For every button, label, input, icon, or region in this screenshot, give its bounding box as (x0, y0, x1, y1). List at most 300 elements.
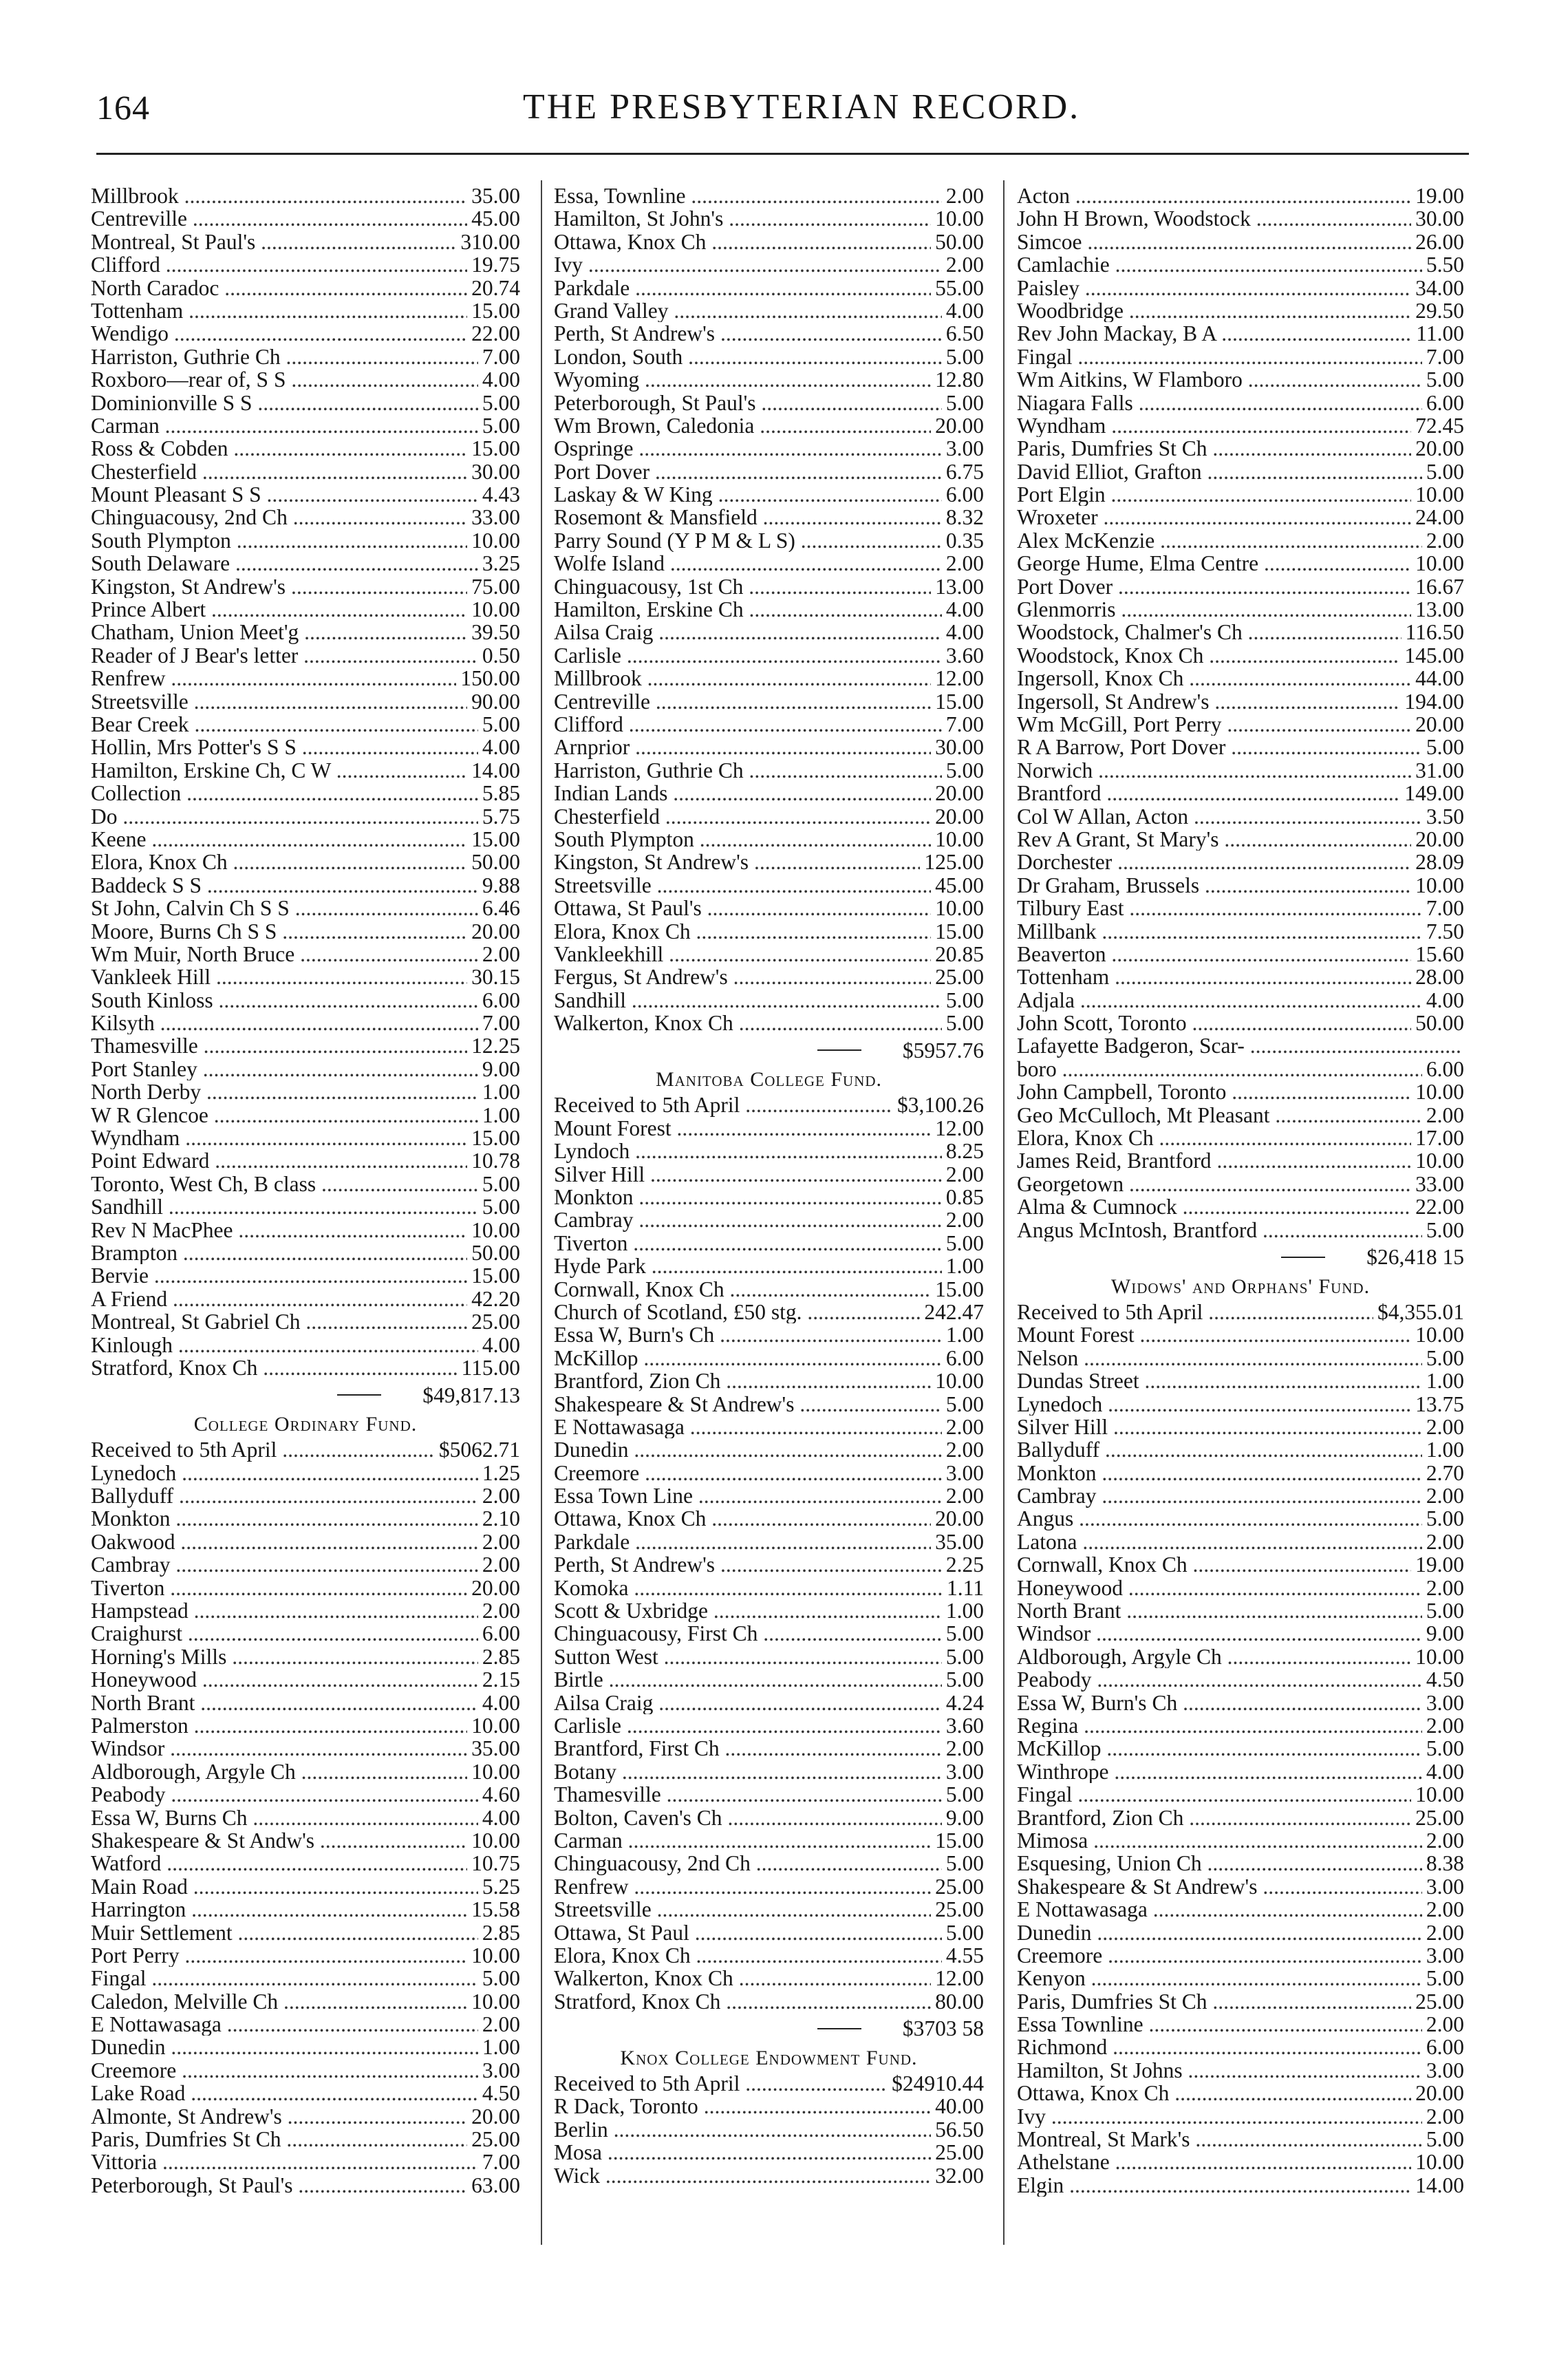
list-item (91, 736, 520, 758)
entry-amount: 3.25 (482, 551, 520, 576)
entry-name: Ottawa, Knox Ch ..... (554, 1507, 931, 1530)
entry-amount: 28.09 (1415, 850, 1464, 875)
entry-amount: 33.00 (471, 505, 520, 530)
list-item (554, 782, 984, 804)
entry-amount: 3.00 (482, 2058, 520, 2082)
entry-name: Woodstock, Knox Ch ..... (1017, 644, 1400, 667)
list-item (554, 552, 984, 575)
entry-name: McKillop ..... (554, 1347, 942, 1369)
list-item (91, 805, 520, 828)
list-item (91, 483, 520, 506)
entry-amount: 10.00 (471, 1759, 520, 1784)
section-total (554, 2013, 984, 2045)
entry-name: Fergus, St Andrew's ..... (554, 966, 931, 988)
total-amount: $49,817.13 (422, 1383, 520, 1407)
list-item (1017, 989, 1464, 1012)
list-item (1017, 1967, 1464, 1989)
list-item (91, 2105, 520, 2128)
entry-amount: 20.00 (471, 919, 520, 943)
entry-amount: 3.00 (945, 1759, 984, 1784)
entry-name: Received to 5th April ..... (91, 1438, 435, 1461)
entry-amount: 2.00 (482, 1553, 520, 1577)
entry-name: Carlisle ..... (554, 644, 942, 667)
entry-name: Tiverton ..... (554, 1232, 942, 1255)
list-item (91, 598, 520, 621)
entry-name: Stratford, Knox Ch ..... (554, 1990, 931, 2013)
list-item (1017, 1219, 1464, 1241)
entry-name: Komoka ..... (554, 1577, 943, 1599)
entry-name: Elgin ..... (1017, 2174, 1411, 2197)
entry-amount: 4.43 (482, 482, 520, 507)
list-item (91, 1806, 520, 1829)
list-widows-orphans-fund (1017, 1301, 1464, 2197)
entry-amount: 6.75 (945, 459, 984, 484)
entry-name: Niagara Falls ..... (1017, 392, 1422, 414)
entry-name: South Delaware ..... (91, 552, 478, 575)
entry-amount: 15.00 (471, 1263, 520, 1288)
list-item (554, 1737, 984, 1760)
entry-amount: 1.25 (482, 1460, 520, 1485)
entry-amount: 10.75 (471, 1851, 520, 1876)
list-item (91, 621, 520, 643)
entry-name: North Brant ..... (91, 1692, 478, 1714)
list-item (91, 1507, 520, 1530)
entry-name: Dunedin ..... (554, 1438, 942, 1461)
entry-name: Ivy ..... (1017, 2105, 1422, 2128)
entry-name: Rosemont & Mansfield ..... (554, 506, 942, 529)
entry-amount: 32.00 (935, 2163, 984, 2188)
entry-name: Vankleek Hill ..... (91, 966, 467, 988)
list-item (554, 1760, 984, 1783)
list-item (91, 1599, 520, 1622)
entry-amount: 2.00 (1426, 1529, 1464, 1554)
list-item (1017, 966, 1464, 988)
entry-amount: 20.00 (471, 2104, 520, 2129)
entry-amount: 2.00 (482, 941, 520, 966)
entry-amount: 20.00 (1415, 2081, 1464, 2106)
list-item (1017, 2036, 1464, 2058)
entry-name: Chesterfield ..... (91, 460, 467, 483)
entry-name: Brampton ..... (91, 1241, 467, 1264)
entry-name: Monkton ..... (554, 1186, 942, 1208)
entry-name: Laskay & W King ..... (554, 483, 942, 506)
entry-name: South Plympton ..... (91, 529, 467, 552)
entry-name: Kingston, St Andrew's ..... (554, 851, 920, 873)
entry-amount: 5.00 (1426, 1345, 1464, 1370)
list-item (1017, 207, 1464, 230)
list-item (91, 299, 520, 322)
entry-amount: 33.00 (1415, 1171, 1464, 1196)
list-item (91, 1034, 520, 1057)
entry-amount: 5.00 (945, 1644, 984, 1669)
entry-name: Honeywood ..... (91, 1668, 478, 1691)
entry-amount: 15.00 (471, 826, 520, 851)
list-item (1017, 1012, 1464, 1034)
entry-amount: 22.00 (471, 321, 520, 346)
list-item (91, 1310, 520, 1333)
entry-name: Kenyon ..... (1017, 1967, 1422, 1989)
list-item (1017, 1034, 1464, 1057)
entry-amount: 90.00 (471, 689, 520, 714)
entry-amount: 5.00 (945, 1782, 984, 1807)
list-item (91, 2128, 520, 2151)
list-item (91, 966, 520, 988)
list-item (554, 874, 984, 897)
entry-name: Tottenham ..... (91, 299, 467, 322)
list-item (1017, 782, 1464, 804)
entry-amount: 24.00 (1415, 505, 1464, 530)
list-item (554, 506, 984, 529)
list-item (91, 1829, 520, 1852)
entry-amount: 11.00 (1416, 321, 1464, 346)
entry-amount: 6.00 (1426, 1056, 1464, 1081)
entry-amount: 2.00 (945, 1736, 984, 1761)
total-amount: $3703 58 (902, 2016, 984, 2041)
entry-amount: 5.00 (945, 988, 984, 1012)
list-item (1017, 552, 1464, 575)
entry-amount: 0.85 (945, 1185, 984, 1210)
list-item (1017, 1714, 1464, 1737)
list-item (91, 1462, 520, 1484)
list-item (91, 1438, 520, 1461)
entry-amount: 3.00 (945, 1460, 984, 1485)
entry-name: Chatham, Union Meet'g ..... (91, 621, 467, 643)
entry-amount: 31.00 (1415, 758, 1464, 782)
entry-name: Silver Hill ..... (554, 1163, 942, 1186)
list-item (1017, 1829, 1464, 1852)
entry-amount: $3,100.26 (897, 1093, 984, 1118)
entry-amount: 3.50 (1426, 804, 1464, 829)
list-item (91, 1012, 520, 1034)
entry-name: James Reid, Brantford ..... (1017, 1149, 1411, 1172)
entry-name: Thamesville ..... (554, 1783, 942, 1806)
entry-name: W R Glencoe ..... (91, 1104, 478, 1127)
entry-amount: 10.00 (1415, 1323, 1464, 1347)
entry-amount: 3.60 (945, 1714, 984, 1738)
entry-name: Walkerton, Knox Ch ..... (554, 1967, 931, 1989)
entry-amount: 5.00 (945, 1920, 984, 1945)
entry-name: Honeywood ..... (1017, 1577, 1422, 1599)
entry-amount: 5.00 (945, 1851, 984, 1876)
section-heading: Knox College Endowment Fund. (620, 2047, 918, 2070)
entry-amount: 50.00 (935, 229, 984, 254)
entry-amount: 5.00 (482, 712, 520, 736)
entry-amount: 116.50 (1405, 620, 1464, 645)
entry-name: Wendigo ..... (91, 322, 467, 345)
entry-amount: 15.00 (935, 919, 984, 943)
entry-amount: 2.10 (482, 1506, 520, 1531)
entry-amount: 72.45 (1415, 413, 1464, 438)
list-item (554, 345, 984, 368)
list-item (91, 1104, 520, 1127)
list-item (554, 1393, 984, 1416)
entry-name: Tottenham ..... (1017, 966, 1411, 988)
entry-name: Fingal ..... (1017, 345, 1422, 368)
list-item (554, 920, 984, 943)
entry-name: Received to 5th April ..... (1017, 1301, 1373, 1323)
entry-name: Mimosa ..... (1017, 1829, 1422, 1852)
entry-amount: 10.00 (935, 206, 984, 231)
list-item (91, 1149, 520, 1172)
list-item (554, 1347, 984, 1369)
list-item (1017, 1347, 1464, 1369)
entry-name: Almonte, St Andrew's ..... (91, 2105, 467, 2128)
list-item (91, 644, 520, 667)
list-item (91, 460, 520, 483)
entry-name: Wyoming ..... (554, 368, 931, 391)
entry-name: Hampstead ..... (91, 1599, 478, 1622)
entry-amount: 2.00 (945, 1414, 984, 1439)
entry-name: Lynedoch ..... (91, 1462, 478, 1484)
list-item (1017, 2174, 1464, 2197)
entry-name: Latona ..... (1017, 1530, 1422, 1553)
list-item (91, 1737, 520, 1760)
list-item (554, 1875, 984, 1898)
entry-name: South Plympton ..... (554, 828, 931, 851)
list-item (1017, 1806, 1464, 1829)
entry-amount: 15.00 (471, 436, 520, 461)
entry-name: Brantford ..... (1017, 782, 1400, 804)
entry-amount: 1.00 (1426, 1438, 1464, 1462)
entry-amount: 6.00 (482, 988, 520, 1012)
entry-name: Ross & Cobden ..... (91, 437, 467, 460)
entry-name: Kingston, St Andrew's ..... (91, 575, 467, 598)
entry-name: Arnprior ..... (554, 736, 931, 758)
entry-name: Peterborough, St Paul's ..... (554, 392, 942, 414)
entry-name: Craighurst ..... (91, 1622, 478, 1645)
entry-amount: 63.00 (471, 2173, 520, 2197)
entry-amount: 5.00 (945, 1011, 984, 1036)
entry-name: Hamilton, Erskine Ch, C W ..... (91, 759, 467, 782)
list-item (1017, 1622, 1464, 1645)
list-item (1017, 1369, 1464, 1392)
entry-amount: 12.00 (935, 1116, 984, 1140)
running-title: THE PRESBYTERIAN RECORD. (523, 87, 1081, 127)
list-item (1017, 1760, 1464, 1783)
list-item (554, 897, 984, 919)
column-2 (554, 184, 984, 2249)
list-item (1017, 2013, 1464, 2036)
entry-name: Wm Muir, North Bruce ..... (91, 943, 478, 966)
entry-amount: 10.00 (935, 826, 984, 851)
entry-amount: 12.00 (935, 666, 984, 691)
entry-name: Fingal ..... (1017, 1783, 1411, 1806)
list-item (1017, 1944, 1464, 1967)
entry-name: Ottawa, St Paul ..... (554, 1921, 942, 1944)
list-item (91, 1484, 520, 1507)
entry-amount: 25.00 (935, 2140, 984, 2165)
list-item (554, 1599, 984, 1622)
entry-amount: 2.85 (482, 1644, 520, 1669)
list-item (554, 1278, 984, 1301)
entry-amount: 15.00 (471, 1126, 520, 1151)
entry-name: Geo McCulloch, Mt Pleasant ..... (1017, 1104, 1422, 1127)
entry-amount: 10.00 (935, 1369, 984, 1394)
list-item (91, 392, 520, 414)
entry-name: R A Barrow, Port Dover ..... (1017, 736, 1422, 758)
list-item (1017, 1173, 1464, 1195)
entry-name: Cambray ..... (554, 1208, 942, 1231)
entry-amount: 30.00 (935, 735, 984, 760)
entry-name: Lafayette Badgeron, Scar- ..... (1017, 1034, 1460, 1057)
entry-name: Acton ..... (1017, 184, 1411, 207)
entry-name: Paris, Dumfries St Ch ..... (1017, 437, 1411, 460)
list-item (554, 989, 984, 1012)
list-item (554, 1301, 984, 1323)
list-item (1017, 1507, 1464, 1530)
list-item (91, 1944, 520, 1967)
entry-amount: 5.00 (945, 1230, 984, 1255)
entry-name: Oakwood ..... (91, 1530, 478, 1553)
entry-amount: 40.00 (935, 2094, 984, 2119)
list-item (554, 2118, 984, 2141)
entry-name: Hamilton, St John's ..... (554, 207, 931, 230)
list-item (554, 529, 984, 552)
entry-amount: 2.00 (945, 1484, 984, 1508)
total-amount: $26,418 15 (1366, 1245, 1464, 1270)
entry-name: Bervie ..... (91, 1264, 467, 1287)
entry-amount: 3.00 (1426, 1874, 1464, 1899)
entry-name: Bolton, Caven's Ch ..... (554, 1806, 942, 1829)
section-total (554, 1034, 984, 1066)
entry-amount: 2.00 (482, 1599, 520, 1623)
list-item (1017, 1323, 1464, 1346)
list-item (554, 483, 984, 506)
entry-name: Cambray ..... (91, 1553, 478, 1576)
list-item (1017, 506, 1464, 529)
entry-name: Clifford ..... (554, 713, 942, 736)
entry-amount: 5.00 (945, 1667, 984, 1692)
entry-name: Collection ..... (91, 782, 478, 804)
list-item (1017, 897, 1464, 919)
list-item (554, 1255, 984, 1277)
column-1 (91, 184, 520, 2249)
entry-amount: 17.00 (1415, 1126, 1464, 1151)
entry-name: Alma & Cumnock ..... (1017, 1195, 1411, 1218)
list-item (554, 1645, 984, 1668)
entry-amount: 3.00 (945, 436, 984, 461)
entry-name: Millbank ..... (1017, 920, 1422, 943)
list-item (554, 1714, 984, 1737)
list-item (1017, 392, 1464, 414)
list-item (554, 1012, 984, 1034)
list-item (1017, 1783, 1464, 1806)
list-item (91, 851, 520, 873)
list-item (554, 966, 984, 988)
list-item (554, 1186, 984, 1208)
entry-name: Aldborough, Argyle Ch ..... (91, 1760, 467, 1783)
entry-name: Montreal, St Gabriel Ch ..... (91, 1310, 467, 1333)
entry-amount: 4.00 (1426, 988, 1464, 1012)
entry-name: Angus ..... (1017, 1507, 1422, 1530)
entry-amount: 6.00 (482, 1621, 520, 1646)
list-item (1017, 1127, 1464, 1149)
entry-amount: 55.00 (935, 275, 984, 300)
entry-amount: 80.00 (935, 1989, 984, 2014)
entry-name: Harriston, Guthrie Ch ..... (91, 345, 478, 368)
entry-amount: 2.00 (1426, 528, 1464, 553)
list-item (91, 1195, 520, 1218)
entry-amount: 4.50 (1426, 1667, 1464, 1692)
entry-amount: 45.00 (935, 873, 984, 897)
entry-amount: 5.00 (1426, 1736, 1464, 1761)
list-item (1017, 690, 1464, 713)
entry-amount: 35.00 (471, 184, 520, 208)
entry-amount: 2.00 (1426, 2104, 1464, 2129)
entry-amount: 4.00 (945, 298, 984, 323)
entry-name: Winthrope ..... (1017, 1760, 1422, 1783)
entry-amount: 2.85 (482, 1920, 520, 1945)
entry-amount: 5.00 (482, 413, 520, 438)
entry-amount: 5.00 (1426, 1599, 1464, 1623)
entry-amount: 5.00 (1426, 367, 1464, 392)
list-item (1017, 1898, 1464, 1921)
list-item (91, 1288, 520, 1310)
list-item (1017, 736, 1464, 758)
list-item (554, 1140, 984, 1162)
entry-amount: 7.00 (1426, 896, 1464, 921)
entry-name: Palmerston ..... (91, 1714, 467, 1737)
entry-name: George Hume, Elma Centre ..... (1017, 552, 1411, 575)
entry-amount: 2.00 (945, 184, 984, 208)
list-item (1017, 414, 1464, 437)
entry-amount: 4.00 (482, 1690, 520, 1715)
entry-name: Carlisle ..... (554, 1714, 942, 1737)
entry-name: Port Dover ..... (554, 460, 942, 483)
list-item (91, 1622, 520, 1645)
entry-name: Carman ..... (91, 414, 478, 437)
entry-amount: 9.00 (1426, 1621, 1464, 1646)
list-item (91, 1080, 520, 1103)
list-item (1017, 1416, 1464, 1438)
entry-name: Wyndham ..... (91, 1127, 467, 1149)
entry-name: Centreville ..... (91, 207, 467, 230)
entry-name: Birtle ..... (554, 1668, 942, 1691)
list-item (91, 2013, 520, 2036)
entry-name: Essa W, Burns Ch ..... (91, 1806, 478, 1829)
list-item (1017, 713, 1464, 736)
list-item (554, 437, 984, 460)
entry-name: Centreville ..... (554, 690, 931, 713)
page-header (0, 0, 1568, 131)
entry-name: Shakespeare & St Andrew's ..... (554, 1393, 942, 1416)
entry-name: Toronto, West Ch, B class ..... (91, 1173, 478, 1195)
entry-name: Essa W, Burn's Ch ..... (1017, 1692, 1422, 1714)
entry-name: Chinguacousy, First Ch ..... (554, 1622, 942, 1645)
entry-amount: 42.20 (471, 1286, 520, 1311)
entry-name: Richmond ..... (1017, 2036, 1422, 2058)
list-item (91, 253, 520, 276)
list-item (91, 529, 520, 552)
entry-name: North Brant ..... (1017, 1599, 1422, 1622)
entry-name: Ballyduff ..... (91, 1484, 478, 1507)
entry-name: Scott & Uxbridge ..... (554, 1599, 942, 1622)
entry-name: North Caradoc ..... (91, 277, 467, 299)
list-item (554, 231, 984, 253)
list-item (1017, 2082, 1464, 2104)
entry-amount: 20.74 (471, 275, 520, 300)
list-item (554, 368, 984, 391)
list-item (1017, 667, 1464, 690)
list-item (1017, 1692, 1464, 1714)
entry-amount: 3.00 (1426, 2058, 1464, 2082)
list-contributions (1017, 184, 1464, 1241)
entry-name: Hollin, Mrs Potter's S S ..... (91, 736, 478, 758)
list-item (554, 1852, 984, 1875)
list-item (554, 460, 984, 483)
list-item (554, 207, 984, 230)
entry-name: Stratford, Knox Ch ..... (91, 1356, 458, 1379)
